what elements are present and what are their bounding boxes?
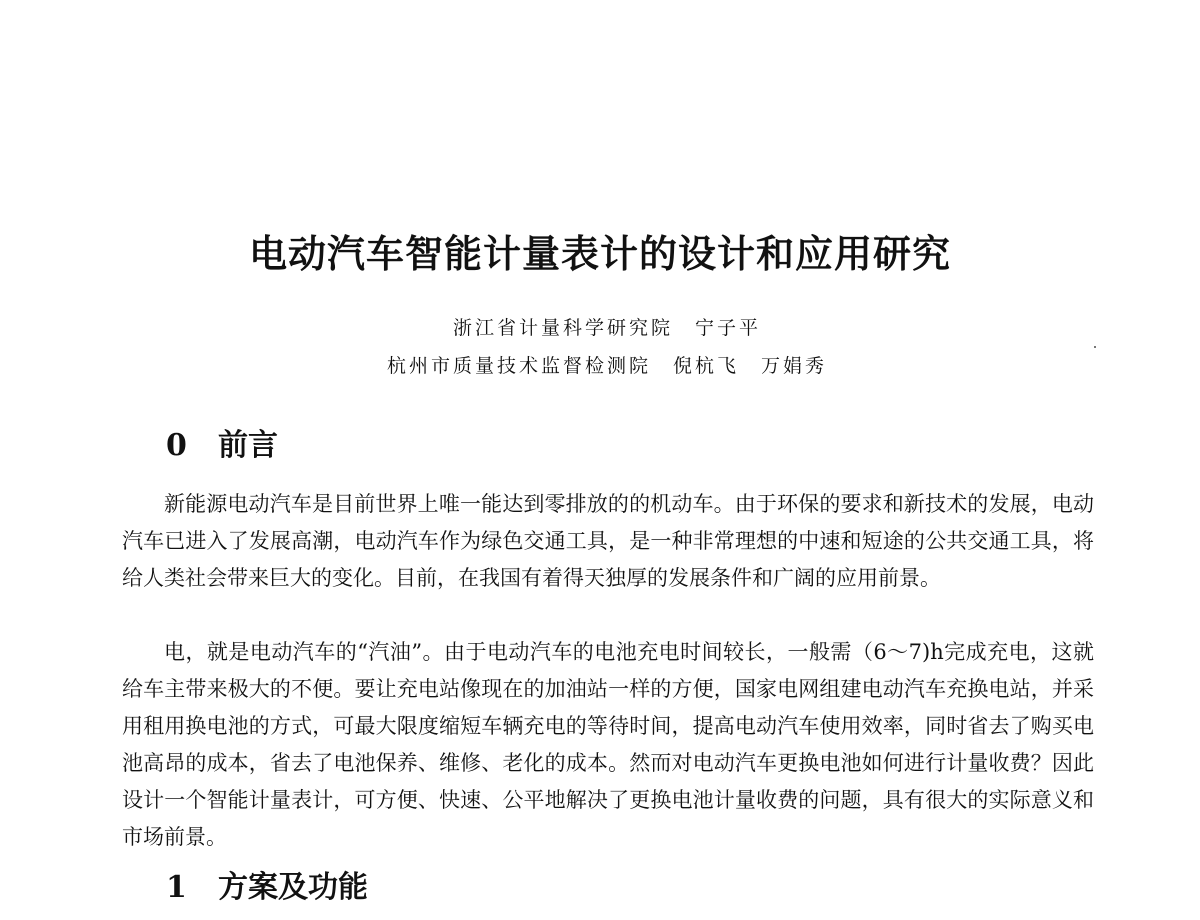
section-heading-1 — [166, 868, 368, 908]
section-heading-0 — [166, 426, 278, 466]
section-number-0: 0 — [166, 428, 187, 463]
body-paragraph-2: 电，就是电动汽车的“汽油”。由于电动汽车的电池充电时间较长，一般需（6～7)h完成充电，这就给车主带来极大的不便。要让充电站像现在的加油站一样的方便，国家电网组建电动汽车充换电站，并采用租用换电池的方式，可最大限度缩短车辆充电的等待时间，提高电动汽车使用效率，同时省去了购买电池高昂的成本，省去了电池保养、维修、老化的成本。然而对电动汽车更换电池如何进行计量收费？因此设计一个智能计量表计，可方便、快速、公平地解决了更换电池计量收费的问题，具有很大的实际意义和市场前景。 — [122, 640, 1094, 849]
author-institution-2: 杭州市质量技术监督检测院 — [386, 355, 651, 377]
author-names-1: 宁子平 — [695, 317, 762, 339]
section-number-1: 1 — [166, 870, 187, 905]
scan-speck — [1094, 346, 1096, 348]
section-title-1: 方案及功能 — [218, 870, 368, 905]
author-line-1 — [0, 314, 1200, 342]
author-names-2: 倪杭飞 万娟秀 — [673, 355, 828, 377]
author-institution-1: 浙江省计量科学研究院 — [452, 317, 673, 339]
body-paragraph-1: 新能源电动汽车是目前世界上唯一能达到零排放的的机动车。由于环保的要求和新技术的发展，电动汽车已进入了发展高潮，电动汽车作为绿色交通工具，是一种非常理想的中速和短途的公共交通工具，将给人类社会带来巨大的变化。目前，在我国有着得天独厚的发展条件和广阔的应用前景。 — [122, 492, 1094, 590]
paper-title: 电动汽车智能计量表计的设计和应用研究 — [248, 231, 951, 276]
section-title-0: 前言 — [218, 428, 278, 463]
author-line-2 — [0, 352, 1200, 380]
